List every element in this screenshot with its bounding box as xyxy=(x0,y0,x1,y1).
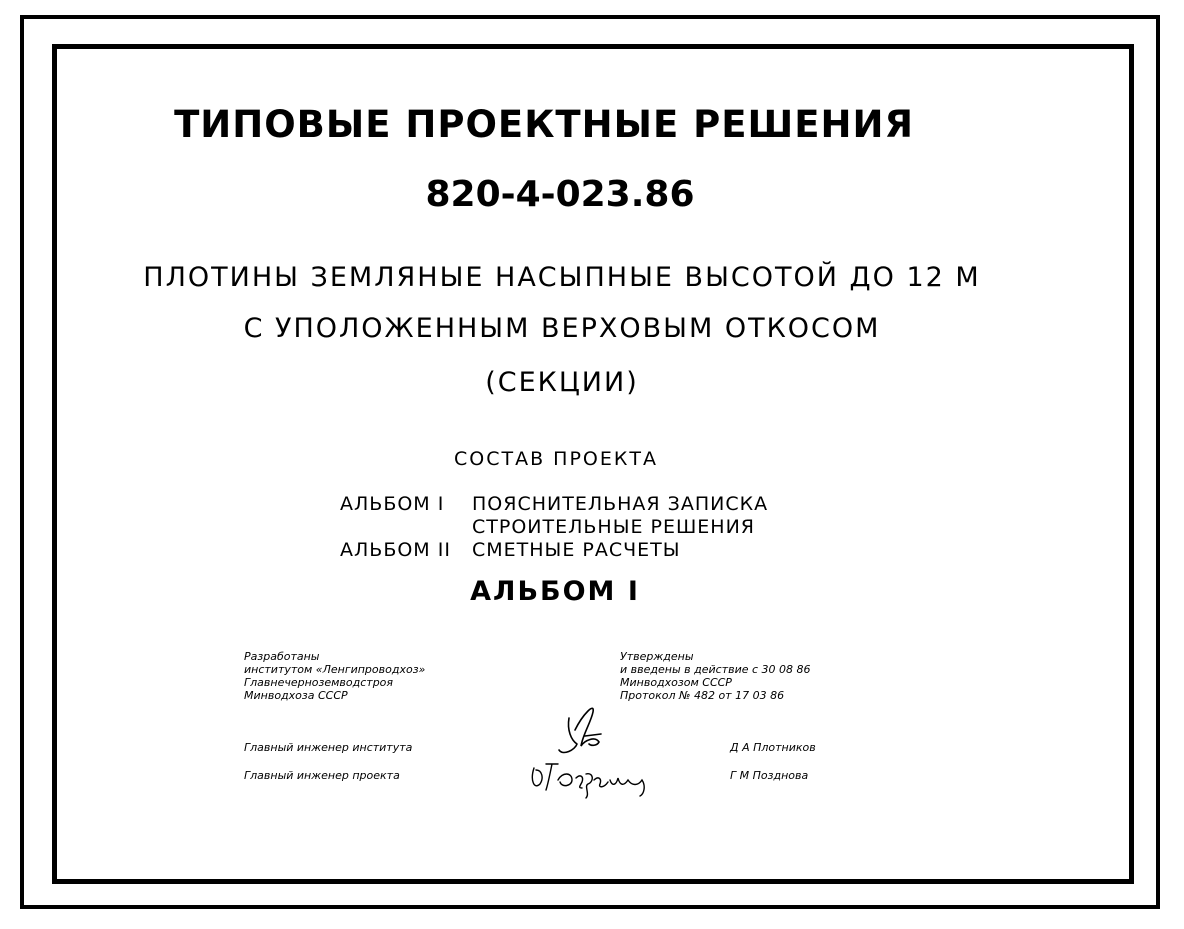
approved-line-3: Минводхозом СССР xyxy=(620,676,732,689)
handwritten-signature-2 xyxy=(528,756,658,800)
signature-role-2: Главный инженер проекта xyxy=(244,769,400,782)
album-1-line-1: ПОЯСНИТЕЛЬНАЯ ЗАПИСКА xyxy=(472,493,769,515)
handwritten-signature-1 xyxy=(555,700,615,760)
current-album: АЛЬБОМ I xyxy=(470,576,640,607)
album-2-line-1: СМЕТНЫЕ РАСЧЕТЫ xyxy=(472,539,681,561)
developed-line-2: институтом «Ленгипроводхоз» xyxy=(244,663,426,676)
developed-line-4: Минводхоза СССР xyxy=(244,689,348,702)
album-1-line-2: СТРОИТЕЛЬНЫЕ РЕШЕНИЯ xyxy=(472,516,756,538)
subtitle-line-1: ПЛОТИНЫ ЗЕМЛЯНЫЕ НАСЫПНЫЕ ВЫСОТОЙ ДО 12 М xyxy=(143,262,981,293)
album-1-label: АЛЬБОМ I xyxy=(340,493,445,515)
subtitle-line-2: С УПОЛОЖЕННЫМ ВЕРХОВЫМ ОТКОСОМ xyxy=(243,313,881,344)
approved-line-2: и введены в действие с 30 08 86 xyxy=(620,663,811,676)
composition-heading: СОСТАВ ПРОЕКТА xyxy=(454,448,658,470)
signature-role-1: Главный инженер института xyxy=(244,741,413,754)
developed-line-1: Разработаны xyxy=(244,650,320,663)
developed-line-3: Главнечерноземводстроя xyxy=(244,676,394,689)
signature-name-1: Д А Плотников xyxy=(730,741,816,754)
document-title: ТИПОВЫЕ ПРОЕКТНЫЕ РЕШЕНИЯ xyxy=(174,103,914,146)
subtitle-line-3: (СЕКЦИИ) xyxy=(485,367,639,398)
approved-line-4: Протокол № 482 от 17 03 86 xyxy=(620,689,785,702)
approved-line-1: Утверждены xyxy=(620,650,694,663)
document-code: 820-4-023.86 xyxy=(425,174,695,215)
signature-name-2: Г М Позднова xyxy=(730,769,809,782)
album-2-label: АЛЬБОМ II xyxy=(340,539,451,561)
